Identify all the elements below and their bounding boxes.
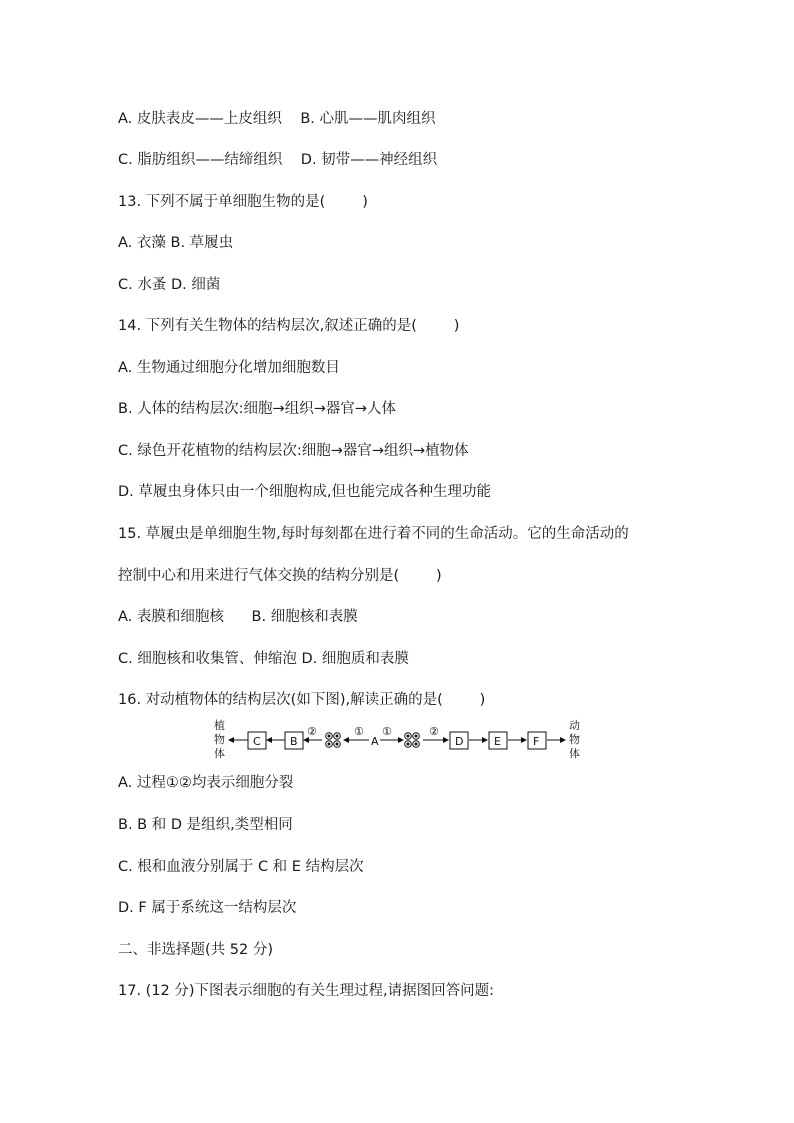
question-17: 17. (12 分)下图表示细胞的有关生理过程,请据图回答问题:: [118, 983, 495, 999]
option-13-ab: A. 衣藻 B. 草履虫: [118, 235, 234, 251]
option-12-ab: A. 皮肤表皮——上皮组织 B. 心肌——肌肉组织: [118, 111, 436, 127]
option-13-cd: C. 水蚤 D. 细菌: [118, 277, 221, 293]
option-16-a: A. 过程①②均表示细胞分裂: [118, 775, 294, 791]
option-16-d: D. F 属于系统这一结构层次: [118, 900, 297, 916]
option-14-b: B. 人体的结构层次:细胞→组织→器官→人体: [118, 401, 396, 417]
box-e-label: E: [494, 735, 501, 748]
question-15-line1: 15. 草履虫是单细胞生物,每时每刻都在进行着不同的生命活动。它的生命活动的: [118, 526, 629, 542]
box-d-label: D: [455, 735, 464, 748]
box-c-label: C: [253, 735, 261, 748]
option-14-a: A. 生物通过细胞分化增加细胞数目: [118, 360, 340, 376]
question-14: 14. 下列有关生物体的结构层次,叙述正确的是( ): [118, 318, 460, 334]
animal-label-2: 物: [569, 733, 580, 746]
option-16-c: C. 根和血液分别属于 C 和 E 结构层次: [118, 859, 364, 875]
cell-cluster-right: [405, 733, 420, 748]
option-15-ab: A. 表膜和细胞核 B. 细胞核和表膜: [118, 609, 358, 625]
plant-label-2: 物: [214, 733, 225, 746]
structure-level-diagram: [210, 716, 590, 764]
option-14-d: D. 草履虫身体只由一个细胞构成,但也能完成各种生理功能: [118, 484, 491, 500]
process-1-right: ①: [382, 725, 392, 738]
animal-label-3: 体: [569, 747, 580, 760]
process-2-right: ②: [429, 725, 439, 738]
center-cell-a: A: [371, 735, 379, 748]
question-15-line2: 控制中心和用来进行气体交换的结构分别是( ): [118, 568, 442, 584]
section-heading-non-choice: 二、非选择题(共 52 分): [118, 942, 273, 958]
option-14-c: C. 绿色开花植物的结构层次:细胞→器官→组织→植物体: [118, 443, 469, 459]
process-2-left: ②: [307, 725, 317, 738]
cell-cluster-left: [326, 733, 341, 748]
question-16: 16. 对动植物体的结构层次(如下图),解读正确的是( ): [118, 692, 486, 708]
process-1-left: ①: [354, 725, 364, 738]
option-16-b: B. B 和 D 是组织,类型相同: [118, 817, 293, 833]
animal-label-1: 动: [569, 719, 580, 732]
question-13: 13. 下列不属于单细胞生物的是( ): [118, 194, 368, 210]
box-b-label: B: [290, 735, 298, 748]
option-15-cd: C. 细胞核和收集管、伸缩泡 D. 细胞质和表膜: [118, 651, 409, 667]
box-f-label: F: [533, 735, 540, 748]
plant-label-3: 体: [214, 747, 225, 760]
option-12-cd: C. 脂肪组织——结缔组织 D. 韧带——神经组织: [118, 152, 438, 168]
plant-label-1: 植: [214, 719, 225, 732]
